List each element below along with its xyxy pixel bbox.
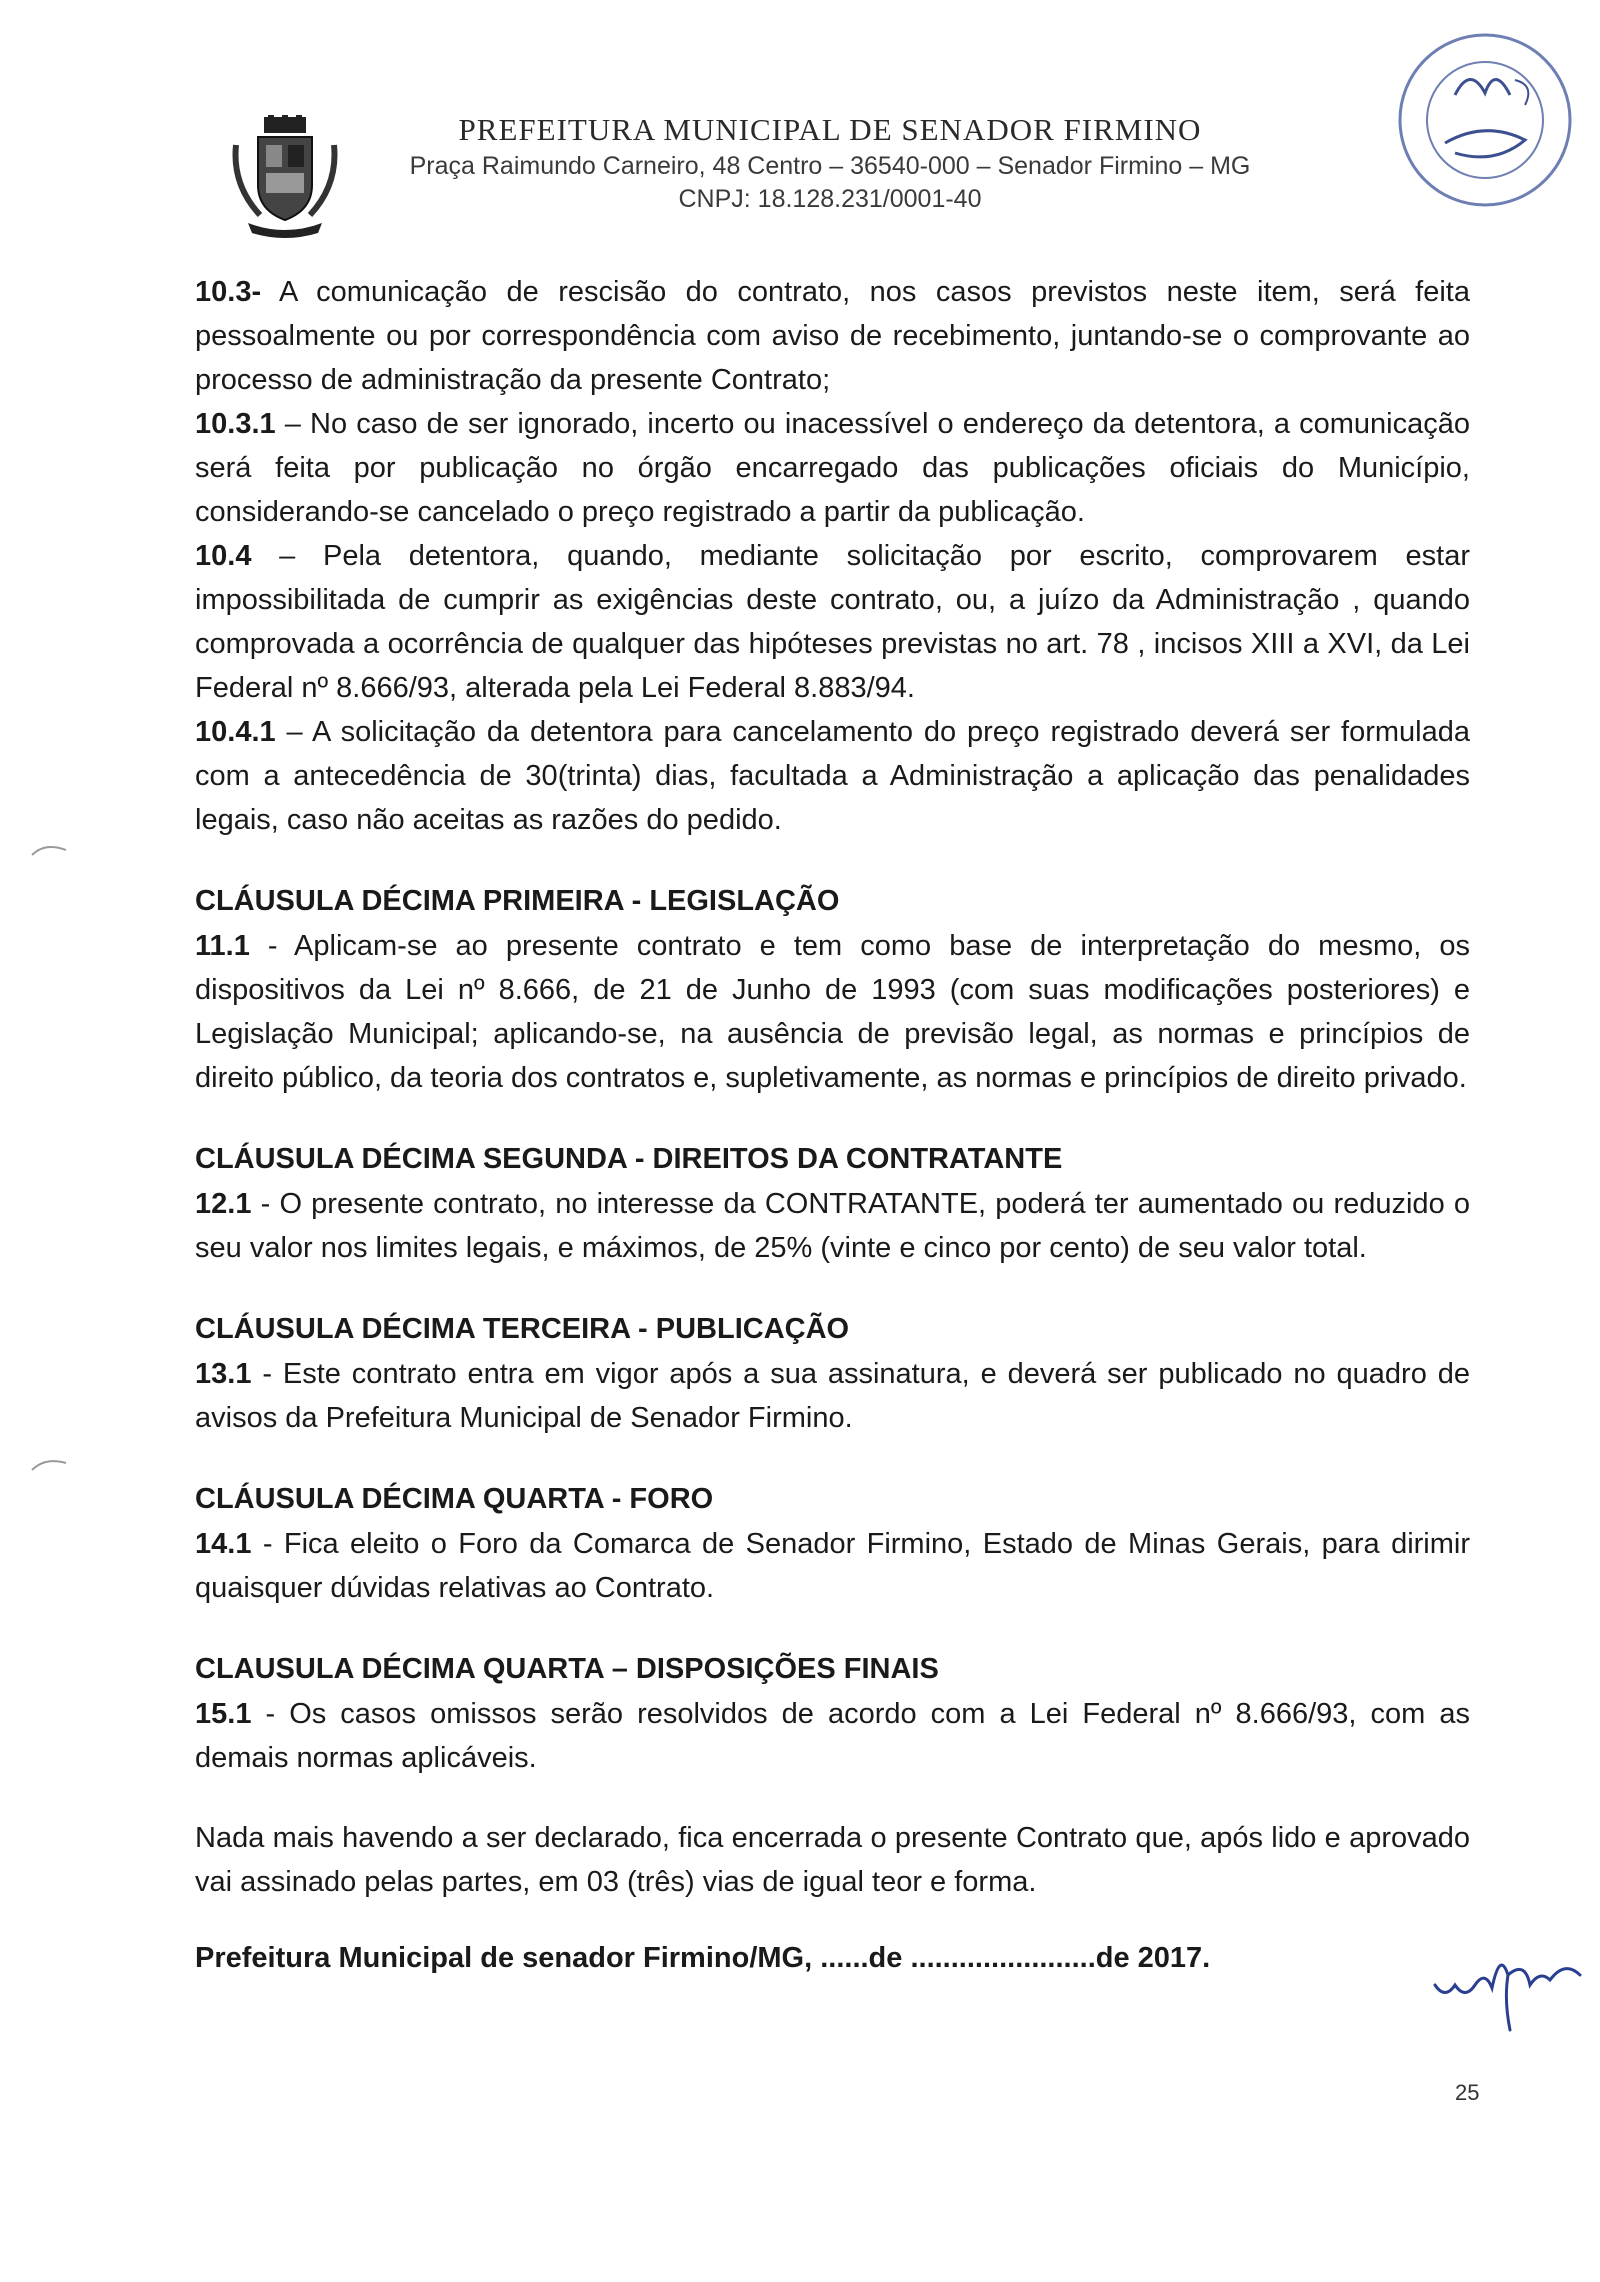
- commission-stamp-icon: [1385, 25, 1585, 215]
- item-text: A comunicação de rescisão do contrato, nos casos previstos neste item, será feita pessoalmente ou por correspondência com aviso de recebimento, juntando-se o comprovante ao processo de administração da presente Contrato;: [195, 276, 1470, 396]
- clause-15-text: [195, 1692, 1470, 1780]
- clause-11-text: [195, 924, 1470, 1100]
- letterhead-text: [380, 112, 1280, 214]
- item-text: - Este contrato entra em vigor após a sua assinatura, e deverá ser publicado no quadro de avisos da Prefeitura Municipal de Senador Firmino.: [195, 1358, 1470, 1434]
- item-text: – A solicitação da detentora para cancelamento do preço registrado deverá ser formulada com a antecedência de 30(trinta) dias, facultada a Administração a aplicação das penalidades legais, caso não aceitas as razões do pedido.: [195, 716, 1470, 836]
- item-number: 10.4.1: [195, 716, 276, 748]
- clause-13-text: [195, 1352, 1470, 1440]
- item-number: 14.1: [195, 1528, 252, 1560]
- item-text: – Pela detentora, quando, mediante solicitação por escrito, comprovarem estar impossibilitada de cumprir as exigências deste contrato, ou, a juízo da Administração , quando comprovada a ocorrência de qualquer das hipóteses previstas no art. 78 , incisos XIII a XVI, da Lei Federal nº 8.666/93, alterada pela Lei Federal 8.883/94.: [195, 540, 1470, 704]
- item-text: - Os casos omissos serão resolvidos de acordo com a Lei Federal nº 8.666/93, com as demais normas aplicáveis.: [195, 1698, 1470, 1774]
- item-10-4: [195, 534, 1470, 710]
- clause-14-text: [195, 1522, 1470, 1610]
- item-number: 11.1: [195, 930, 250, 962]
- item-number: 10.3-: [195, 276, 262, 308]
- letterhead: [230, 100, 1430, 250]
- institution-address: Praça Raimundo Carneiro, 48 Centro – 36540-000 – Senador Firmino – MG: [409, 152, 1251, 180]
- item-number: 10.3.1: [195, 408, 276, 440]
- clause-11-heading: CLÁUSULA DÉCIMA PRIMEIRA - LEGISLAÇÃO: [195, 885, 840, 917]
- closing-paragraph: Nada mais havendo a ser declarado, fica encerrada o presente Contrato que, após lido e aprovado vai assinado pelas partes, em 03 (três) vias de igual teor e forma.: [195, 1822, 1470, 1898]
- item-10-3: [195, 270, 1470, 402]
- item-text: - O presente contrato, no interesse da CONTRATANTE, poderá ter aumentado ou reduzido o seu valor nos limites legais, e máximos, de 25% (vinte e cinco por cento) de seu valor total.: [195, 1188, 1470, 1264]
- item-text: - Aplicam-se ao presente contrato e tem como base de interpretação do mesmo, os dispositivos da Lei nº 8.666, de 21 de Junho de 1993 (com suas modificações posteriores) e Legislação Municipal; aplicando-se, na ausência de previsão legal, as normas e princípios de direito público, da teoria dos contratos e, supletivamente, as normas e princípios de direito privado.: [195, 930, 1470, 1094]
- page-number: 25: [1455, 2080, 1480, 2105]
- scan-mark-icon: [30, 1455, 70, 1475]
- scan-mark-icon: [30, 840, 70, 860]
- clause-13-heading: CLÁUSULA DÉCIMA TERCEIRA - PUBLICAÇÃO: [195, 1313, 850, 1345]
- item-number: 12.1: [195, 1188, 252, 1220]
- item-10-4-1: [195, 710, 1470, 842]
- item-number: 15.1: [195, 1698, 252, 1730]
- institution-cnpj: CNPJ: 18.128.231/0001-40: [678, 185, 982, 213]
- signature-icon: [1430, 1930, 1590, 2040]
- clause-12-heading: CLÁUSULA DÉCIMA SEGUNDA - DIREITOS DA CONTRATANTE: [195, 1143, 1063, 1175]
- item-number: 13.1: [195, 1358, 252, 1390]
- institution-name: PREFEITURA MUNICIPAL DE SENADOR FIRMINO: [458, 112, 1202, 147]
- item-text: - Fica eleito o Foro da Comarca de Senador Firmino, Estado de Minas Gerais, para dirimir quaisquer dúvidas relativas ao Contrato.: [195, 1528, 1470, 1604]
- item-10-3-1: [195, 402, 1470, 534]
- date-line: Prefeitura Municipal de senador Firmino/MG, ......de .......................de 2017.: [195, 1942, 1211, 1974]
- coat-of-arms-icon: [230, 115, 340, 240]
- contract-body: [195, 270, 1470, 1975]
- clause-14-heading: CLÁUSULA DÉCIMA QUARTA - FORO: [195, 1483, 714, 1515]
- clause-15-heading: CLAUSULA DÉCIMA QUARTA – DISPOSIÇÕES FINAIS: [195, 1653, 939, 1685]
- item-text: – No caso de ser ignorado, incerto ou inacessível o endereço da detentora, a comunicação será feita por publicação no órgão encarregado das publicações oficiais do Município, considerando-se cancelado o preço registrado a partir da publicação.: [195, 408, 1470, 528]
- item-number: 10.4: [195, 540, 252, 572]
- clause-12-text: [195, 1182, 1470, 1270]
